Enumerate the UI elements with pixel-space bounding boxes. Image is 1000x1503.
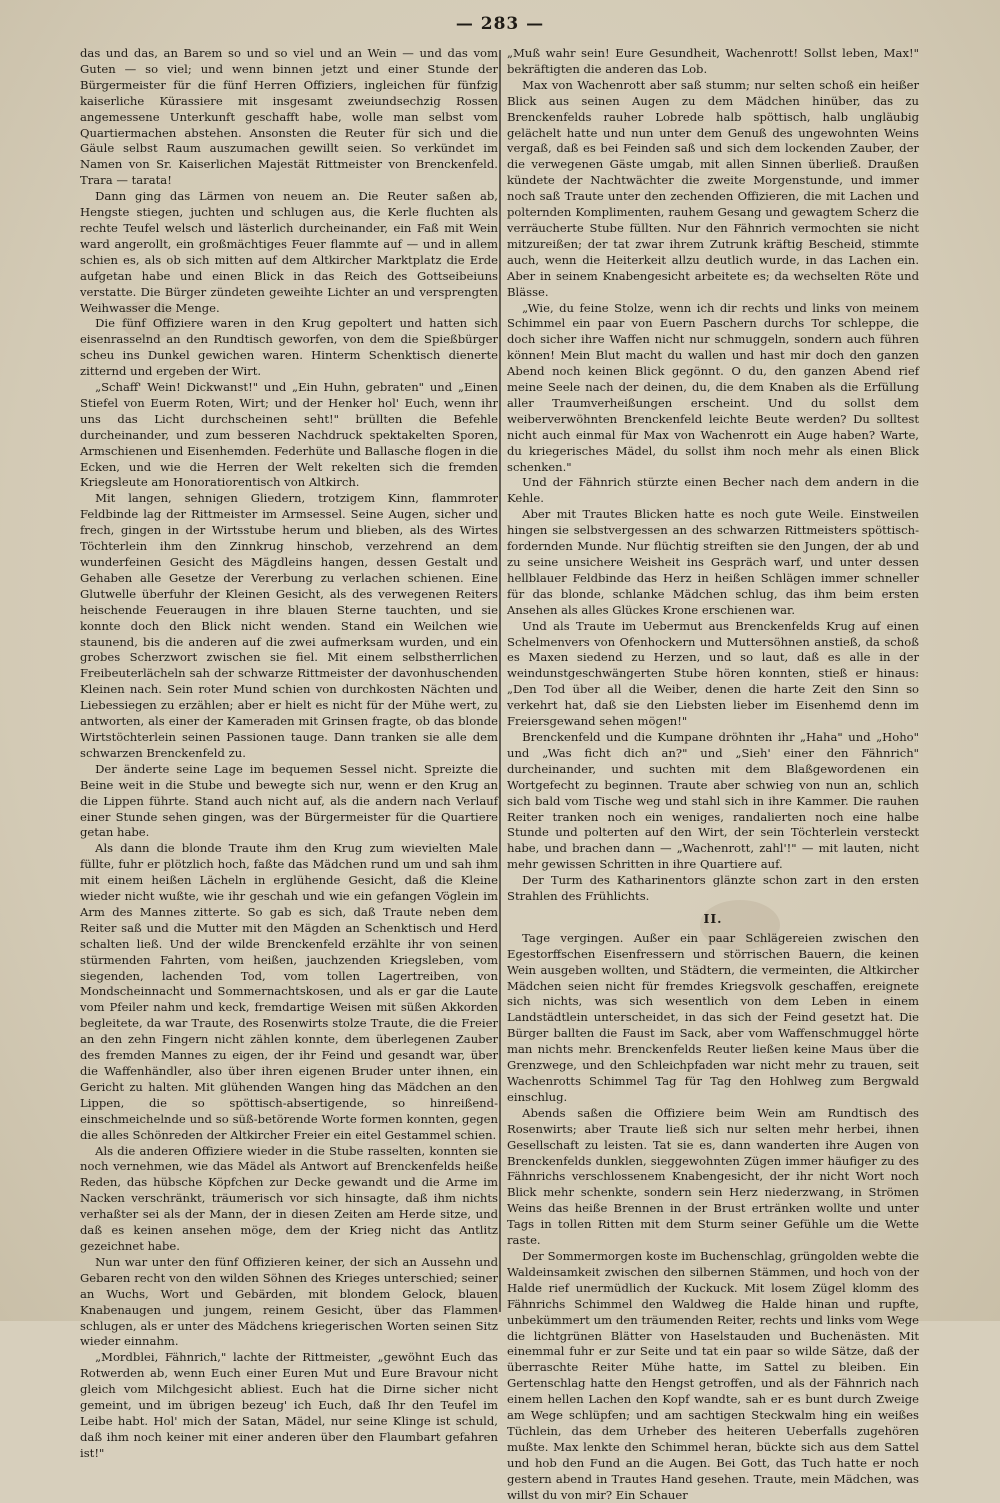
paragraph: Als dann die blonde Traute ihm den Krug zum wievielten Male füllte, fuhr er plötzlich hoch, faßte das Mädchen rund um und sah ihm mit einem heißen Lächeln in erglühende Gesicht, daß die Kleine wieder nicht wußte, wie ihr geschah und wie ein gefangen Vöglein im Arm des Mannes zitterte. So gab es sich, daß Traute neben dem Reiter saß und die Mutter mit den Mägden an Schenktisch und Herd schalten ließ. Und der wilde Brenckenfeld erzählte ihr von seinen stürmenden Fahrten, vom heißen, jauchzenden Kriegsleben, vom siegenden, lachenden Tod, vom tollen Lagertreiben, von Mondscheinnacht und Sommernachtskosen, und als er gar die Laute vom Pfeiler nahm und keck, fremdartige Weisen mit süßen Akkorden begleitete, da war Traute, des Rosenwirts stolze Traute, die die Freier an den zehn Fingern nicht zählen konnte, dem überlegenen Zauber des fremden Mannes zu eigen, der ihr Feind und gesandt war, über die Waffenhändler, also über ihren eigenen Bruder unter ihnen, ein Gericht zu halten. Mit glühenden Wangen hing das Mädchen an den Lippen, die so spöttisch-absertigende, so hinreißend-einschmeichelnde und so süß-betörende Worte formen konnten, gegen die alles Schönreden der Altkircher Freier ein eitel Gestammel schien.	[80, 841, 498, 1142]
paragraph: Der änderte seine Lage im bequemen Sessel nicht. Spreizte die Beine weit in die Stube und bewegte sich nur, wenn er den Krug an die Lippen führte. Stand auch nicht auf, als die andern nach Verlauf einer Stunde sehen gingen, was der Bürgermeister für die Quartiere getan habe.	[80, 761, 498, 840]
column-divider	[499, 50, 501, 1312]
right-text-column	[507, 46, 919, 1502]
paragraph: Mit langen, sehnigen Gliedern, trotzigem Kinn, flammroter Feldbinde lag der Rittmeister im Armsessel. Seine Augen, sicher und frech, gingen in der Wirtsstube herum und blieben, als des Wirtes Töchterlein ihm den Zinnkrug hinschob, verzehrend an dem wunderfeinen Gesicht des Mägdleins hangen, dessen Gestalt und Gehaben alle Gesetze der Vererbung zu verlachen schienen. Eine Glutwelle überfuhr der Kleinen Gesicht, als des verwegenen Reiters heischende Feueraugen in ihre blauen Sterne tauchten, und sie konnte doch den Blick nicht wenden. Stand ein Weilchen wie staunend, bis die anderen auf die zwei aufmerksam wurden, und ein grobes Scherzwort zwischen sie fiel. Mit einem selbstherrlichen Freibeuterlächeln sah der schwarze Rittmeister der davonhuschenden Kleinen nach. Sein roter Mund schien von durchkosten Nächten und Liebessiegen zu erzählen; aber er hielt es nicht für der Mühe wert, zu antworten, als einer der Kameraden mit Grinsen fragte, ob das blonde Wirtstöchterlein seinen Passionen tauge. Dann tranken sie alle dem schwarzen Brenckenfeld zu.	[80, 491, 498, 760]
paragraph: Und als Traute im Uebermut aus Brenckenfelds Krug auf einen Schelmenvers von Ofenhockern und Muttersöhnen anstieß, da schoß es Maxen siedend zu Herzen, und so laut, daß es alle in der weindunstgeschwängerten Stube hören konnten, stieß er hinaus: „Den Tod über all die Weiber, denen die harte Zeit den Sinn so verkehrt hat, daß sie den Liebsten lieber im Eisenhemd denn im Freiersgewand sehen mögen!"	[507, 618, 919, 729]
paragraph: Max von Wachenrott aber saß stumm; nur selten schoß ein heißer Blick aus seinen Augen zu dem Mädchen hinüber, das zu Brenckenfelds rauher Lobrede halb spöttisch, halb ungläubig gelächelt hatte und nun unter dem Genuß des ungewohnten Weins vergaß, daß es bei Feinden saß und sich dem lockenden Zauber, der die verwegenen Gäste umgab, mit allen Sinnen überließ. Draußen kündete der Nachtwächter die zweite Morgenstunde, und immer noch saß Traute unter den zechenden Offizieren, die mit Lachen und polternden Komplimenten, rauhem Gesang und gewagtem Scherz die verräucherte Stube füllten. Nur den Fähnrich vermochten sie nicht mitzureißen; der tat zwar ihrem Zutrunk kräftig Bescheid, stimmte auch, wenn die Heiterkeit allzu deutlich wurde, in das Lachen ein. Aber in seinem Knabengesicht arbeitete es; da wechselten Röte und Blässe.	[507, 77, 919, 299]
paragraph: Nun war unter den fünf Offizieren keiner, der sich an Aussehn und Gebaren recht von den wilden Söhnen des Krieges unterschied; seiner an Wuchs, Wort und Gebärden, mit blondem Gelock, blauen Knabenaugen und jungem, reinem Gesicht, über das Flammen schlugen, als er unter des Mädchens kriegerischen Worten seinen Sitz wieder einnahm.	[80, 1254, 498, 1349]
paragraph: Aber mit Trautes Blicken hatte es noch gute Weile. Einstweilen hingen sie selbstvergessen an des schwarzen Rittmeisters spöttisch-fordernden Munde. Nur flüchtig streiften sie den Jungen, der ab und zu seine unsichere Weisheit ins Gespräch warf, und unter dessen hellblauer Feldbinde das Herz in heißen Schlägen immer schneller für das blonde, schlanke Mädchen schlug, das ihm beim ersten Ansehen als alles Glückes Krone erschienen war.	[507, 507, 919, 617]
paragraph: Der Turm des Katharinentors glänzte schon zart in den ersten Strahlen des Frühlichts.	[507, 873, 919, 904]
paragraph: Und der Fähnrich stürzte einen Becher nach dem andern in die Kehle.	[507, 475, 919, 506]
paragraph: Die fünf Offiziere waren in den Krug gepoltert und hatten sich eisenrasselnd an den Rundtisch geworfen, von dem die Spießbürger scheu ins Dunkel gewichen waren. Hinterm Schenktisch dienerte zitternd und ergeben der Wirt.	[80, 316, 498, 379]
paragraph: „Schaff' Wein! Dickwanst!" und „Ein Huhn, gebraten" und „Einen Stiefel von Euerm Roten, Wirt; und der Henker hol' Euch, wenn ihr uns das Licht durchscheinen seht!" brüllten die Befehle durcheinander, und zum besseren Nachdruck spektakelten Sporen, Armschienen und Eisenhemden. Federhüte und Ballasche flogen in die Ecken, und wie die Herren der Welt rekelten sich die fremden Kriegsleute am Honoratiorentisch von Altkirch.	[80, 380, 498, 490]
paragraph: Tage vergingen. Außer ein paar Schlägereien zwischen den Egestorffschen Eisenfressern und störrischen Bauern, die keinen Wein ausgeben wollten, und Städtern, die vermeinten, die Altkircher Mädchen seien nicht für fremdes Kriegsvolk geschaffen, ereignete sich nichts, was sich wesentlich von dem Leben in einem Landstädtlein unterscheidet, in das sich der Feind gesetzt hat. Die Bürger ballten die Faust im Sack, aber vom Waffenschmuggel hörte man nichts mehr. Brenckenfelds Reuter ließen keine Maus über die Grenzwege, und den Schleichpfaden war nicht mehr zu trauen, seit Wachenrotts Schimmel Tag für Tag den Hohlweg zum Bergwald einschlug.	[507, 930, 919, 1104]
paragraph: Der Sommermorgen koste im Buchenschlag, grüngolden webte die Waldeinsamkeit zwischen den silbernen Stämmen, und hoch von der Halde rief unermüdlich der Kuckuck. Mit losem Zügel klomm des Fähnrichs Schimmel den Waldweg die Halde hinan und rupfte, unbekümmert um den träumenden Reiter, rechts und links vom Wege die lichtgrünen Blätter von Haselstauden und Buchenästen. Mit einemmal fuhr er zur Seite und tat ein paar so wilde Sätze, daß der überraschte Reiter Mühe hatte, im Sattel zu bleiben. Ein Gertenschlag hatte den Hengst getroffen, und als der Fähnrich nach einem hellen Lachen den Kopf wandte, sah er es bunt durch Zweige am Wege schlüpfen; und am sachtigen Steckwalm hing ein weißes Tüchlein, das dem Urheber des heiteren Ueberfalls zugehören mußte. Max lenkte den Schimmel heran, bückte sich aus dem Sattel und hob den Fund an die Augen. Bei Gott, das Tuch hatte er noch gestern abend in Trautes Hand gesehen. Traute, mein Mädchen, was willst du von mir? Ein Schauer	[507, 1248, 919, 1502]
paragraph: „Muß wahr sein! Eure Gesundheit, Wachenrott! Sollst leben, Max!" bekräftigten die anderen das Lob.	[507, 46, 919, 76]
paragraph: Brenckenfeld und die Kumpane dröhnten ihr „Haha" und „Hoho" und „Was ficht dich an?" und „Sieh' einer den Fähnrich" durcheinander, und suchten mit dem Blaßgewordenen ein Wortgefecht zu beginnen. Traute aber schwieg von nun an, schlich sich bald vom Tische weg und stahl sich in ihre Kammer. Die rauhen Reiter tranken noch ein weniges, randalierten noch eine halbe Stunde und polterten auf den Wirt, der sein Töchterlein versteckt habe, und brachen dann — „Wachenrott, zahl'!" — mit lauten, nicht mehr gewissen Schritten in ihre Quartiere auf.	[507, 729, 919, 872]
page-number: — 283 —	[455, 14, 545, 34]
section-heading: II.	[703, 910, 723, 926]
paragraph: „Wie, du feine Stolze, wenn ich dir rechts und links von meinem Schimmel ein paar von Euern Paschern durchs Tor schleppe, die doch sicher ihre Waffen nicht nur schmuggeln, sondern auch führen können! Mein Blut macht du wallen und hast mir doch den ganzen Abend noch keinen Blick gegönnt. O du, den ganzen Abend rief meine Seele nach der deinen, du, die dem Knaben als die Erfüllung aller Traumverheißungen erscheint. Und du sollst dem weiberverwöhnten Brenckenfeld leichte Beute werden? Du solltest nicht auch einmal für Max von Wachenrott ein Auge haben? Warte, du kriegerisches Mädel, du sollst ihm noch mehr als einen Blick schenken."	[507, 300, 919, 474]
paragraph: „Mordblei, Fähnrich," lachte der Rittmeister, „gewöhnt Euch das Rotwerden ab, wenn Euch einer Euren Mut und Eure Bravour nicht gleich vom Milchgesicht abliest. Euch hat die Dirne sicher nicht gemeint, und im übrigen bezeug' ich Euch, daß Ihr den Teufel im Leibe habt. Hol' mich der Satan, Mädel, nur seine Klinge ist schuld, daß ihm noch keiner mit einer anderen über den Flaumbart gefahren ist!"	[80, 1350, 498, 1460]
paragraph: Dann ging das Lärmen von neuem an. Die Reuter saßen ab, Hengste stiegen, juchten und schlugen aus, die Kerle fluchten als rechte Teufel welsch und lästerlich durcheinander, ein Faß mit Wein ward angerollt, ein großmächtiges Feuer flammte auf — und in allem schien es, als ob sich mitten auf dem Altkircher Marktplatz die Erde aufgetan habe und einen Blick in das Reich des Gottseibeiuns verstatte. Die Bürger zündeten geweihte Lichter an und versprengten Weihwasser die Menge.	[80, 189, 498, 315]
paragraph: Als die anderen Offiziere wieder in die Stube rasselten, konnten sie noch vernehmen, wie das Mädel als Antwort auf Brenckenfelds heiße Reden, das hübsche Köpfchen zur Decke gewandt und die Arme im Nacken verschränkt, träumerisch vor sich hinsagte, daß ihm nichts verhaßter sei als der Mann, der in diesen Zeiten am Herde sitze, und daß es keinen ansehen möge, dem der Krieg nicht das Antlitz gezeichnet habe.	[80, 1143, 498, 1253]
left-text-column	[80, 46, 498, 1460]
paragraph: das und das, an Barem so und so viel und an Wein — und das vom Guten — so viel; und wenn binnen jetzt und einer Stunde der Bürgermeister für die fünf Herren Offiziers, ingleichen für fünfzig kaiserliche Kürassiere mit insgesamt zweiundsechzig Rossen angemessene Unterkunft geschafft habe, wolle man selbst vom Quartiermachen abstehen. Ansonsten die Reuter für sich und die Gäule selbst Raum auszumachen gewillt seien. So verkündet im Namen von Sr. Kaiserlichen Majestät Rittmeister von Brenckenfeld. Trara — tarata!	[80, 46, 498, 188]
paragraph: Abends saßen die Offiziere beim Wein am Rundtisch des Rosenwirts; aber Traute ließ sich nur selten mehr herbei, ihnen Gesellschaft zu leisten. Tat sie es, dann wanderten ihre Augen von Brenckenfelds dunklen, sieggewohnten Zügen immer häufiger zu des Fähnrichs verschlossenem Knabengesicht, der ihr nicht Wort noch Blick mehr schenkte, sondern sein Herz niederzwang, in Strömen Weins das heiße Brennen in der Brust ertränken wollte und unter Tags in tollen Ritten mit dem Sturm seiner Gefühle um die Wette raste.	[507, 1105, 919, 1248]
